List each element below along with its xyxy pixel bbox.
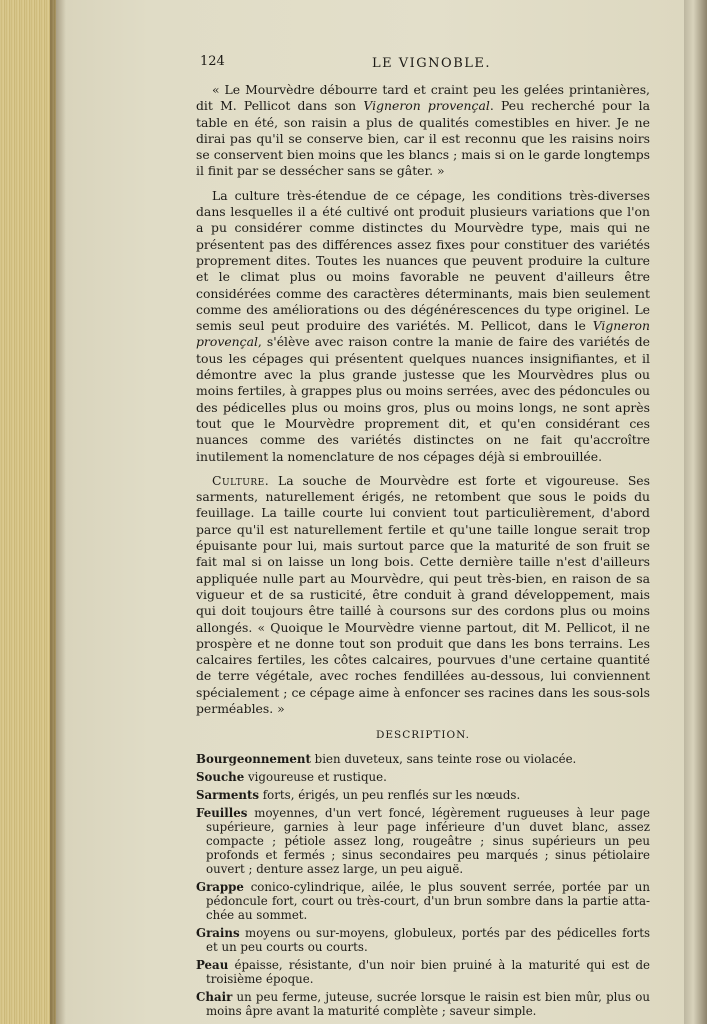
paragraph-culture	[196, 473, 650, 717]
running-title: LE VIGNOBLE.	[372, 56, 492, 71]
book-title-reference: Vigneron provençal	[363, 98, 490, 114]
section-label-culture: Culture.	[212, 472, 270, 488]
paragraph-text: , s'élève avec raison contre la manie de faire des variétés de tous les cépages qui présentent quelques nuances insignifiantes, et il démontre avec la plus grande justesse que les Mourvèdres plus ou moins fertiles, à grappes plus ou moins serrées, avec des pédoncules ou des pédicelles plus ou moins gros, plus ou moins longs, ne sont après tout que le Mourvèdre proprement dit, et qu'en considérant ces nuances comme des variétés distinctes on ne fait qu'accroître inutilement la nomenclature de nos cépages déjà si embrouillée.	[196, 334, 651, 464]
description-term: Bourgeonnement	[196, 751, 311, 766]
description-item	[196, 769, 650, 784]
description-term: Souche	[196, 769, 245, 784]
description-text: épaisse, résistante, d'un noir bien pruiné à la maturité qui est de troisième époque.	[206, 957, 650, 986]
description-item	[196, 879, 650, 922]
paragraph-text: La souche de Mourvèdre est forte et vigoureuse. Ses sarments, naturellement érigés, ne retombent que sous le poids du feuillage. La taille courte lui convient tout particulièrement, d'abord parce qu'il est naturellement fertile et qu'une taille longue serait trop épuisante pour lui, mais surtout parce que la maturité de son fruit se fait mal si on laisse un long bois. Cette dernière taille n'est d'ailleurs appliquée nulle part au Mourvèdre, qui peut très-bien, en raison de sa vigueur et de sa rusticité, être conduit à grand développement, mais qui doit toujours être taillé à coursons sur des cordons plus ou moins allongés. « Quoique le Mourvèdre vienne partout, dit M. Pellicot, il ne prospère et ne donne tout son produit que dans les bons terrains. Les calcaires fertiles, les côtes calcaires, pourvues d'une certaine quantité de terre végétale, avec roches fendillées au-dessous, lui conviennent spécialement ; ce cépage aime à enfoncer ses racines dans les sous-sols perméables. »	[196, 472, 650, 716]
book-title-reference: Vigneron provençal	[196, 318, 650, 350]
paragraph-text: La culture très-étendue de ce cépage, les conditions très-diverses dans lesquelles il a été cultivé ont produit plusieurs variations que l'on a pu considérer comme distinctes du Mourvèdre type, mais qui ne présentent pas des différences assez fixes pour constituer des variétés proprement dites. Toutes les nuances que peuvent produire la culture et le climat plus ou moins favorable ne peuvent d'ailleurs être considérées comme des caractères déterminants, mais bien seulement comme des améliorations ou des dégénérescences du type originel. Le semis seul peut produire des variétés. M. Pellicot, dans le	[196, 187, 650, 334]
description-item	[196, 957, 650, 986]
description-text: un peu ferme, juteuse, sucrée lorsque le raisin est bien mûr, plus ou moins âpre avant la maturité complète ; saveur simple.	[206, 989, 650, 1018]
description-term: Grains	[196, 925, 240, 940]
description-item	[196, 925, 650, 954]
description-text: moyennes, d'un vert foncé, légèrement rugueuses à leur page supérieure, garnies à leur page inférieure d'un duvet blanc, assez compacte ; pétiole assez long, rougeâtre ; sinus supérieurs un peu profonds et fermés ; sinus secondaires peu marqués ; sinus pétiolaire ouvert ; denture assez large, un peu aiguë.	[206, 805, 650, 876]
description-term: Grappe	[196, 879, 244, 894]
description-item	[196, 989, 650, 1018]
description-list	[196, 752, 650, 1018]
description-text: bien duveteux, sans teinte rose ou violacée.	[310, 751, 577, 766]
description-term: Peau	[196, 957, 229, 972]
description-term: Feuilles	[196, 805, 248, 820]
gutter-shadow	[50, 0, 66, 1024]
description-text: forts, érigés, un peu renflés sur les nœuds.	[259, 787, 521, 802]
page-number: 124	[200, 54, 225, 69]
description-term: Sarments	[196, 787, 260, 802]
next-page-edge	[684, 0, 707, 1024]
description-heading: DESCRIPTION.	[375, 729, 471, 742]
description-term: Chair	[196, 989, 233, 1004]
description-text: vigoureuse et rustique.	[244, 769, 387, 784]
description-text: conico-cylindrique, ailée, le plus souvent serrée, portée par un pédoncule fort, court ou très-court, d'un brun sombre dans la partie attachée au sommet.	[206, 879, 650, 922]
description-item	[196, 805, 650, 876]
page-content	[196, 50, 650, 1022]
description-item	[196, 751, 650, 766]
paragraph-varieties	[196, 188, 650, 465]
page-header	[196, 50, 650, 74]
paragraph-text: « Le Mourvèdre débourre tard et craint peu les gelées printanières, dit M. Pellicot dans son	[196, 82, 650, 114]
description-item	[196, 787, 650, 802]
description-text: moyens ou sur-moyens, globuleux, portés par des pédicelles forts et un peu courts ou courts.	[206, 925, 650, 954]
paragraph-text: . Peu recherché pour la table en été, son raisin a plus de qualités comestibles en hiver. Je ne dirai pas qu'il se conserve bien, car il est reconnu que les raisins noirs se conservent bien moins que les blancs ; mais si on le garde longtemps il finit par se dessécher sans se gâter. »	[196, 98, 651, 179]
paragraph-quote-pellicot	[196, 82, 650, 180]
